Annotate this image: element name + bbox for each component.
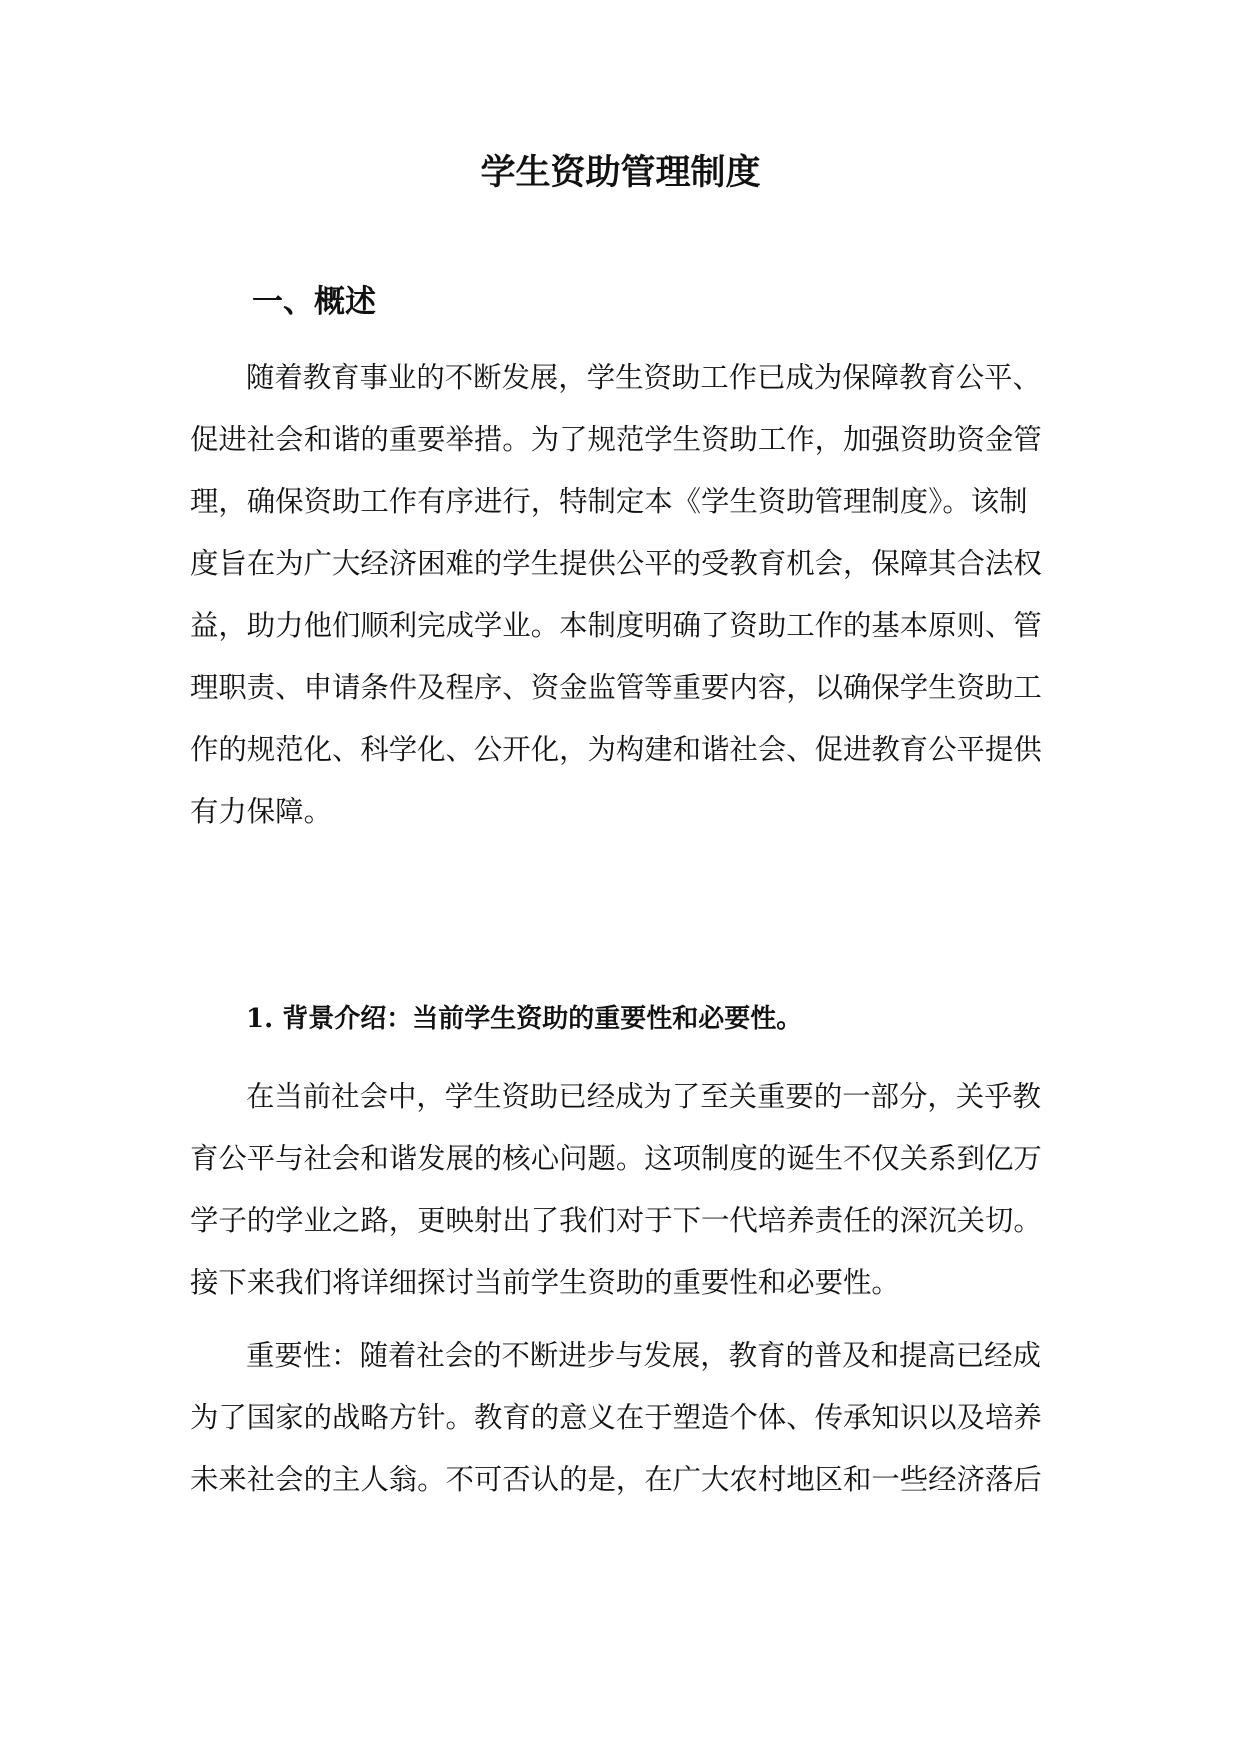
paragraph-line: 接下来我们将详细探讨当前学生资助的重要性和必要性。: [190, 1266, 900, 1299]
paragraph-line: 益，助力他们顺利完成学业。本制度明确了资助工作的基本原则、管: [190, 609, 1042, 642]
paragraph-line: 未来社会的主人翁。不可否认的是，在广大农村地区和一些经济落后: [190, 1463, 1042, 1496]
paragraph-line: 学子的学业之路，更映射出了我们对于下一代培养责任的深沉关切。: [190, 1204, 1042, 1237]
subsection-heading-background: 1. 背景介绍：当前学生资助的重要性和必要性。: [246, 1004, 803, 1034]
paragraph-line: 有力保障。: [190, 795, 332, 828]
paragraph-line: 度旨在为广大经济困难的学生提供公平的受教育机会，保障其合法权: [190, 547, 1042, 580]
paragraph-line: 在当前社会中，学生资助已经成为了至关重要的一部分，关乎教: [246, 1080, 1041, 1113]
section-heading-overview: 一、概述: [252, 284, 376, 320]
paragraph-line: 理，确保资助工作有序进行，特制定本《学生资助管理制度》。该制: [190, 485, 1028, 518]
paragraph-line: 随着教育事业的不断发展，学生资助工作已成为保障教育公平、: [246, 361, 1041, 394]
document-title: 学生资助管理制度: [480, 152, 761, 193]
paragraph-line: 重要性：随着社会的不断进步与发展，教育的普及和提高已经成: [246, 1339, 1041, 1372]
paragraph-line: 为了国家的战略方针。教育的意义在于塑造个体、传承知识以及培养: [190, 1401, 1042, 1434]
paragraph-line: 育公平与社会和谐发展的核心问题。这项制度的诞生不仅关系到亿万: [190, 1142, 1042, 1175]
paragraph-line: 促进社会和谐的重要举措。为了规范学生资助工作，加强资助资金管: [190, 423, 1042, 456]
paragraph-line: 作的规范化、科学化、公开化，为构建和谐社会、促进教育公平提供: [190, 733, 1042, 766]
paragraph-line: 理职责、申请条件及程序、资金监管等重要内容，以确保学生资助工: [190, 671, 1042, 704]
